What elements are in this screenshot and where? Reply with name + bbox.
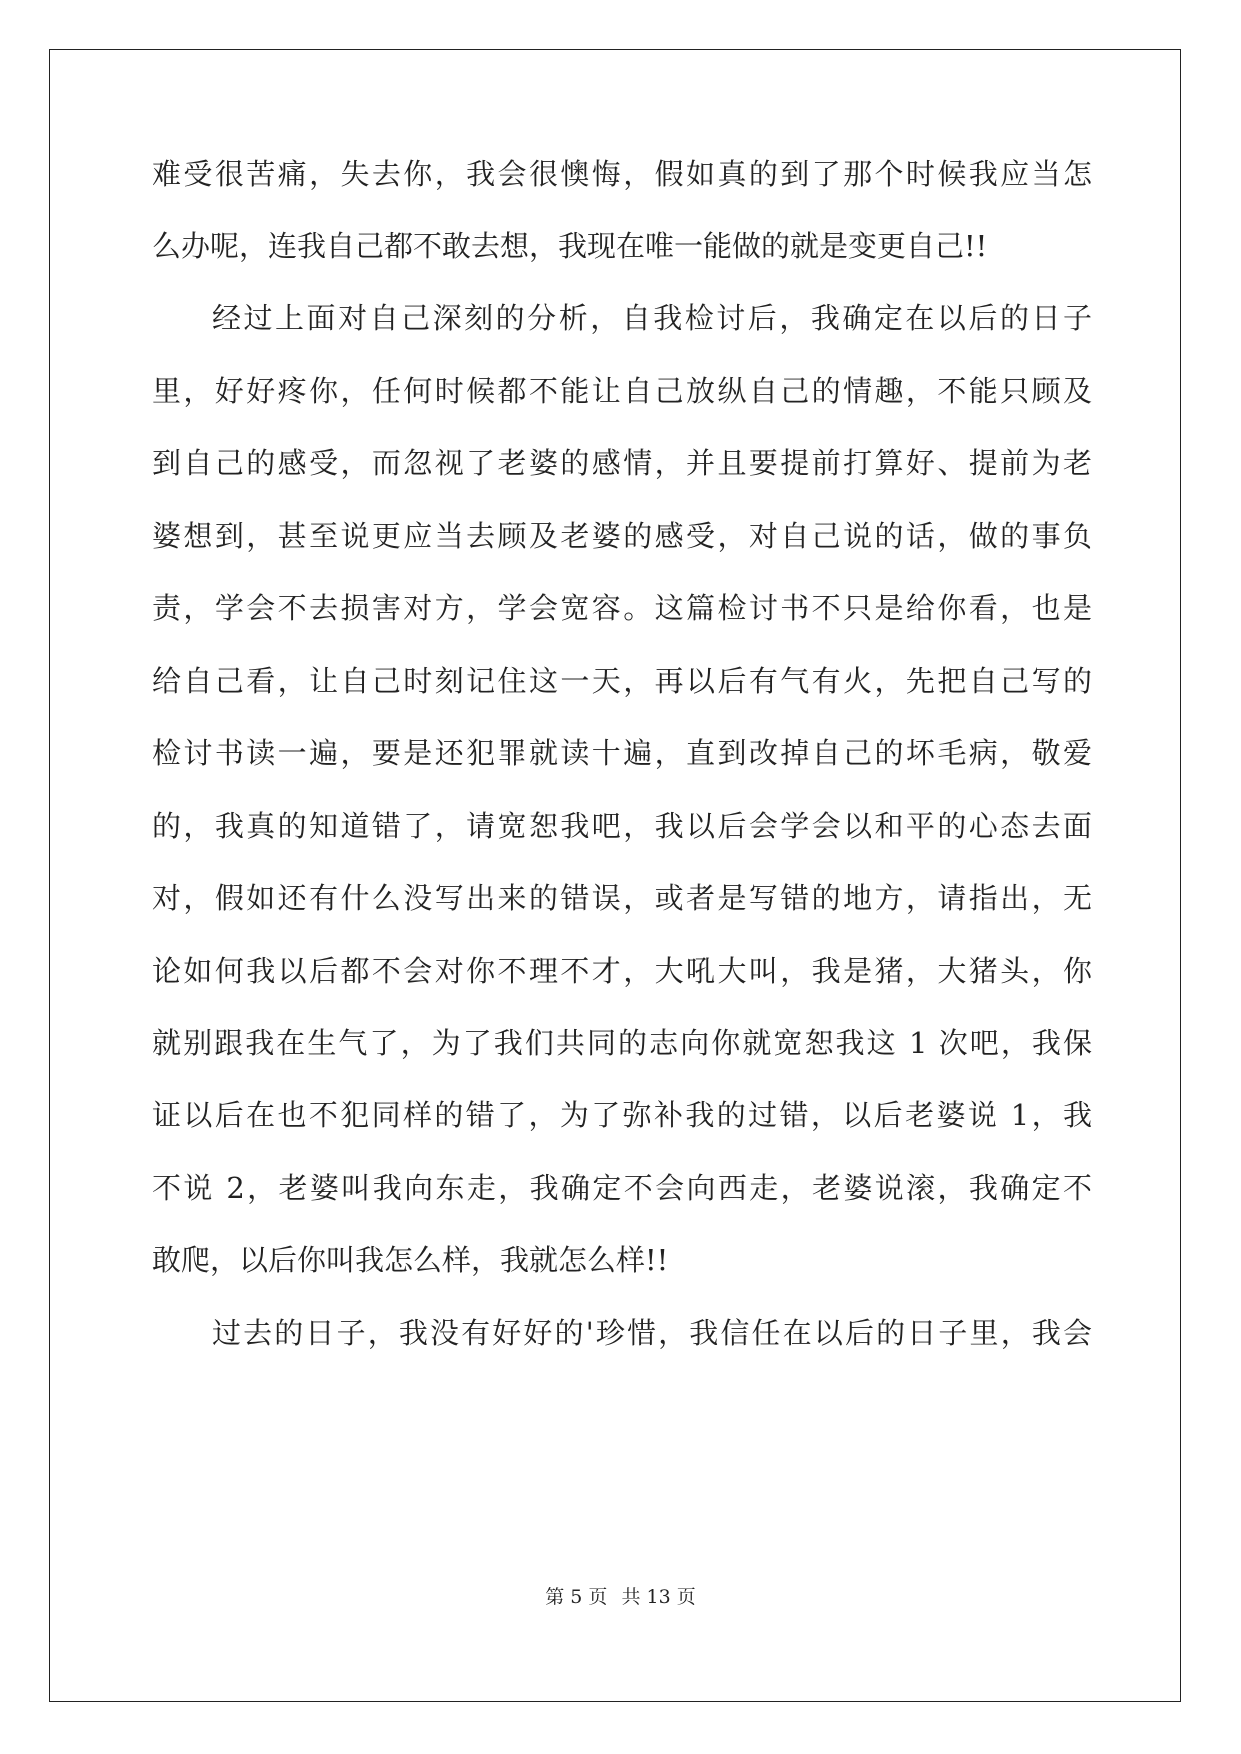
page-number: 第 5 页: [545, 1586, 608, 1608]
page-frame: [49, 49, 1181, 1702]
text-line: 对，假如还有什么没写出来的错误，或者是写错的地方，请指出，无: [152, 881, 1092, 915]
text-line: 里，好好疼你，任何时候都不能让自己放纵自己的情趣，不能只顾及: [152, 374, 1092, 408]
text-line: 么办呢，连我自己都不敢去想，我现在唯一能做的就是变更自己!!: [152, 229, 988, 263]
text-line: 经过上面对自己深刻的分析，自我检讨后，我确定在以后的日子: [212, 301, 1092, 335]
text-line: 婆想到，甚至说更应当去顾及老婆的感受，对自己说的话，做的事负: [152, 519, 1092, 553]
text-line: 就别跟我在生气了，为了我们共同的志向你就宽恕我这 1 次吧，我保: [152, 1026, 1092, 1060]
page-footer: [0, 1582, 1241, 1609]
text-line: 过去的日子，我没有好好的'珍惜，我信任在以后的日子里，我会: [212, 1316, 1092, 1350]
text-line: 责，学会不去损害对方，学会宽容。这篇检讨书不只是给你看，也是: [152, 591, 1092, 625]
text-line: 论如何我以后都不会对你不理不才，大吼大叫，我是猪，大猪头，你: [152, 954, 1092, 988]
text-line: 敢爬，以后你叫我怎么样，我就怎么样!!: [152, 1243, 669, 1277]
text-line: 给自己看，让自己时刻记住这一天，再以后有气有火，先把自己写的: [152, 664, 1092, 698]
text-line: 证以后在也不犯同样的错了，为了弥补我的过错，以后老婆说 1，我: [152, 1098, 1092, 1132]
text-line: 难受很苦痛，失去你，我会很懊悔，假如真的到了那个时候我应当怎: [152, 157, 1092, 191]
text-line: 不说 2，老婆叫我向东走，我确定不会向西走，老婆说滚，我确定不: [152, 1171, 1092, 1205]
text-line: 的，我真的知道错了，请宽恕我吧，我以后会学会以和平的心态去面: [152, 809, 1092, 843]
text-line: 到自己的感受，而忽视了老婆的感情，并且要提前打算好、提前为老: [152, 446, 1092, 480]
page-total: 共 13 页: [621, 1586, 696, 1608]
text-line: 检讨书读一遍，要是还犯罪就读十遍，直到改掉自己的坏毛病，敬爱: [152, 736, 1092, 770]
